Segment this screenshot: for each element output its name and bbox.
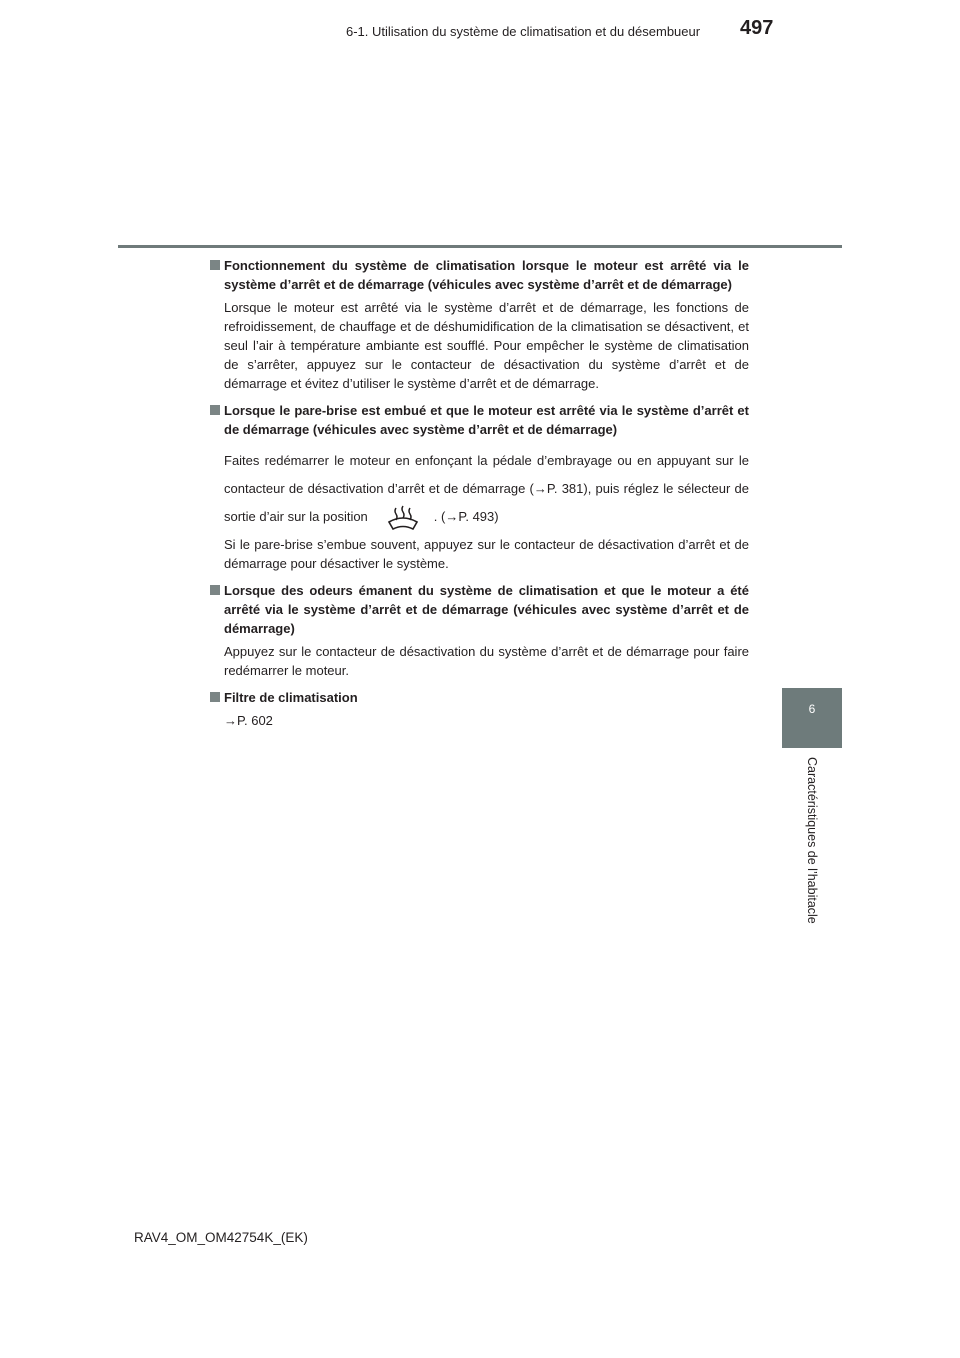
page-number: 497 xyxy=(740,17,774,39)
section-paragraph: Lorsque le moteur est arrêté via le système d’arrêt et de démarrage, les fonctions de refroidissement, de chauffage et de déshumidification de la climatisation se désactivent, et seul l’air à température ambiante est soufflé. Pour empêcher le système de climatisation de s’arrêter, appuyez sur le contacteur de désactivation du système d’arrêt et de démarrage et évitez d’utiliser le système d’arrêt et de démarrage. xyxy=(224,300,749,391)
square-bullet-icon xyxy=(210,692,220,702)
section-heading: Fonctionnement du système de climatisation lorsque le moteur est arrêté via le système d’arrêt et de démarrage (véhicules avec système d’arrêt et de démarrage) xyxy=(209,256,749,294)
section xyxy=(209,256,749,393)
square-bullet-icon xyxy=(210,260,220,270)
page-reference-link[interactable]: →P. 602 xyxy=(224,713,273,728)
content xyxy=(209,256,749,738)
section-paragraph: Si le pare-brise s’embue souvent, appuyez sur le contacteur de désactivation d’arrêt et de démarrage pour désactiver le système. xyxy=(224,537,749,571)
header-section-title: 6-1. Utilisation du système de climatisation et du désembueur xyxy=(346,24,701,39)
header-rule xyxy=(118,245,842,248)
chapter-tab[interactable] xyxy=(782,688,842,748)
square-bullet-icon xyxy=(210,585,220,595)
document-code: RAV4_OM_OM42754K_(EK) xyxy=(134,1230,308,1245)
windshield-defroster-icon xyxy=(386,505,420,531)
section xyxy=(209,401,749,573)
section xyxy=(209,581,749,680)
section-heading: Lorsque le pare-brise est embué et que le moteur est arrêté via le système d’arrêt et de démarrage (véhicules avec système d’arrêt et de démarrage) xyxy=(209,401,749,439)
chapter-label: Caractéristiques de l’habitacle xyxy=(805,757,819,924)
section-heading: Filtre de climatisation xyxy=(209,688,749,707)
section-paragraph: Faites redémarrer le moteur en enfonçant la pédale d’embrayage ou en appuyant sur le contacteur de désactivation d’arrêt et de démarrage (→P. 381), puis réglez le sélecteur de sortie d’air sur la position . (→P. 493) xyxy=(209,447,749,531)
section xyxy=(209,688,749,730)
section-paragraph: Appuyez sur le contacteur de désactivation du système d’arrêt et de démarrage pour faire redémarrer le moteur. xyxy=(224,644,749,678)
chapter-number: 6 xyxy=(808,702,816,716)
section-heading: Lorsque des odeurs émanent du système de climatisation et que le moteur a été arrêté via le système d’arrêt et de démarrage (véhicules avec système d’arrêt et de démarrage) xyxy=(209,581,749,638)
square-bullet-icon xyxy=(210,405,220,415)
